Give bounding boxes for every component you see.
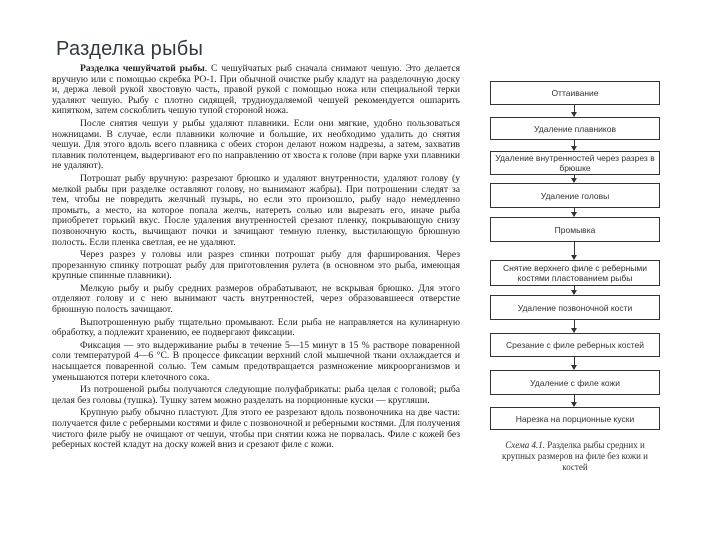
arrow-down-icon <box>574 241 575 259</box>
flowchart-caption <box>490 440 660 473</box>
arrow-down-icon <box>574 104 575 116</box>
paragraph-heading: Разделка чешуйчатой рыбы <box>80 63 205 74</box>
arrow-down-icon <box>574 394 575 406</box>
arrow-down-icon <box>574 174 575 182</box>
flow-step: Удаление позвоночной кости <box>490 295 660 320</box>
paragraph: Через разрез у головы или разрез спинки потрошат рыбу для фарширования. Через прорезанную спинку потрошат рыбу для приготовления рулета (в основном это рыба, имеющая крупные спинные плавники). <box>52 249 460 282</box>
flow-step: Удаление плавников <box>490 117 660 140</box>
flow-step: Удаление с филе кожи <box>490 370 660 395</box>
paragraph <box>52 64 460 117</box>
arrow-down-icon <box>574 319 575 332</box>
paragraph-text: . С чешуйчатых рыб сначала снимают чешую. Это делается вручную или с помощью скребка РО-1. При обычной очистке рыбу кладут на разделочную доску и, держа левой рукой хвостовую часть, правой рукой с помощью ножа или специальной терки удаляют чешую. Рыбу с плотно сидящей, трудноудаляемой чешуей рекомендуется ошпарить кипятком, затем соскоблить чешую тупой стороной ножа. <box>52 63 460 117</box>
arrow-down-icon <box>574 207 575 216</box>
paragraph: Из потрошеной рыбы получаются следующие полуфабрикаты: рыба целая с головой; рыба целая без головы (тушка). Тушку затем можно разделать на порционные куски — кругляши. <box>52 384 460 406</box>
paragraph: Фиксация — это выдерживание рыбы в течение 5—15 минут в 15 % растворе поваренной соли температурой 4—6 °С. В процессе фиксации верхний слой мышечной ткани охлаждается и насыщается поваренной солью. Тем самым предотвращается размножение микроорганизмов и уменьшаются потери клеточного сока. <box>52 339 460 383</box>
caption-text: Разделка рыбы средних и крупных размеров на филе без кожи и костей <box>502 440 648 472</box>
flow-step: Удаление головы <box>490 183 660 208</box>
paragraph: После снятия чешуи у рыбы удаляют плавники. Если они мягкие, удобно пользоваться ножницами. В случае, если плавники колючие и большие, их необходимо удалить до снятия чешуи. Для этого вдоль всего плавника с обеих сторон делают ножом надрезы, а затем, захватив плавник полотенцем, выдергивают его по направлению от хвоста к голове (при варке ухи плавники не удаляют). <box>52 117 460 172</box>
flow-step: Срезание с филе реберных костей <box>490 333 660 357</box>
body-text <box>52 64 460 453</box>
flow-step: Снятие верхнего филе с реберными костями пластованием рыбы <box>490 260 660 286</box>
flow-step: Удаление внутренностей через разрез в брюшке <box>490 151 660 175</box>
flowchart <box>490 0 660 540</box>
arrow-down-icon <box>574 285 575 294</box>
caption-label: Схема 4.1. <box>505 440 545 450</box>
flow-step: Промывка <box>490 217 660 242</box>
paragraph: Потрошат рыбу вручную: разрезают брюшко и удаляют внутренности, удаляют голову (у мелкой рыбы при разделке оставляют голову, но вынимают жабры). При потрошении следят за тем, чтобы не повредить желчный пузырь, но если это произошло, рыбу надо немедленно промыть, а место, на которое попала желчь, натереть солью или вырезать его, иначе рыба приобретет горький вкус. После удаления внутренностей срезают пленку, покрывающую снизу позвоночную кость, вычищают почки и зачищают темную пленку, выстилающую брюшную полость. Если пленка светлая, ее не удаляют. <box>52 172 460 248</box>
paragraph: Крупную рыбу обычно пластуют. Для этого ее разрезают вдоль позвоночника на две части: получается филе с реберными костями и филе с позвоночной и реберными костями. Для получения чистого филе рыбу не очищают от чешуи, чтобы при снятии кожа не порвалась. Филе с кожей без реберных костей кладут на доску кожей вниз и срезают филе с кожи. <box>52 407 460 451</box>
flow-step: Нарезка на порционные куски <box>490 407 660 430</box>
slide-title: Разделка рыбы <box>56 38 204 60</box>
arrow-down-icon <box>574 139 575 150</box>
paragraph: Мелкую рыбу и рыбу средних размеров обрабатывают, не вскрывая брюшко. Для этого отделяют голову и с нею вынимают часть внутренностей, через образовавшееся отверстие брюшную полость зачищают. <box>52 282 460 316</box>
paragraph: Выпотрошенную рыбу тщательно промывают. Если рыба не направляется на кулинарную обработку, а подлежит хранению, ее подвергают фиксации. <box>52 316 460 339</box>
arrow-down-icon <box>574 356 575 369</box>
flow-step: Оттаивание <box>490 81 660 105</box>
